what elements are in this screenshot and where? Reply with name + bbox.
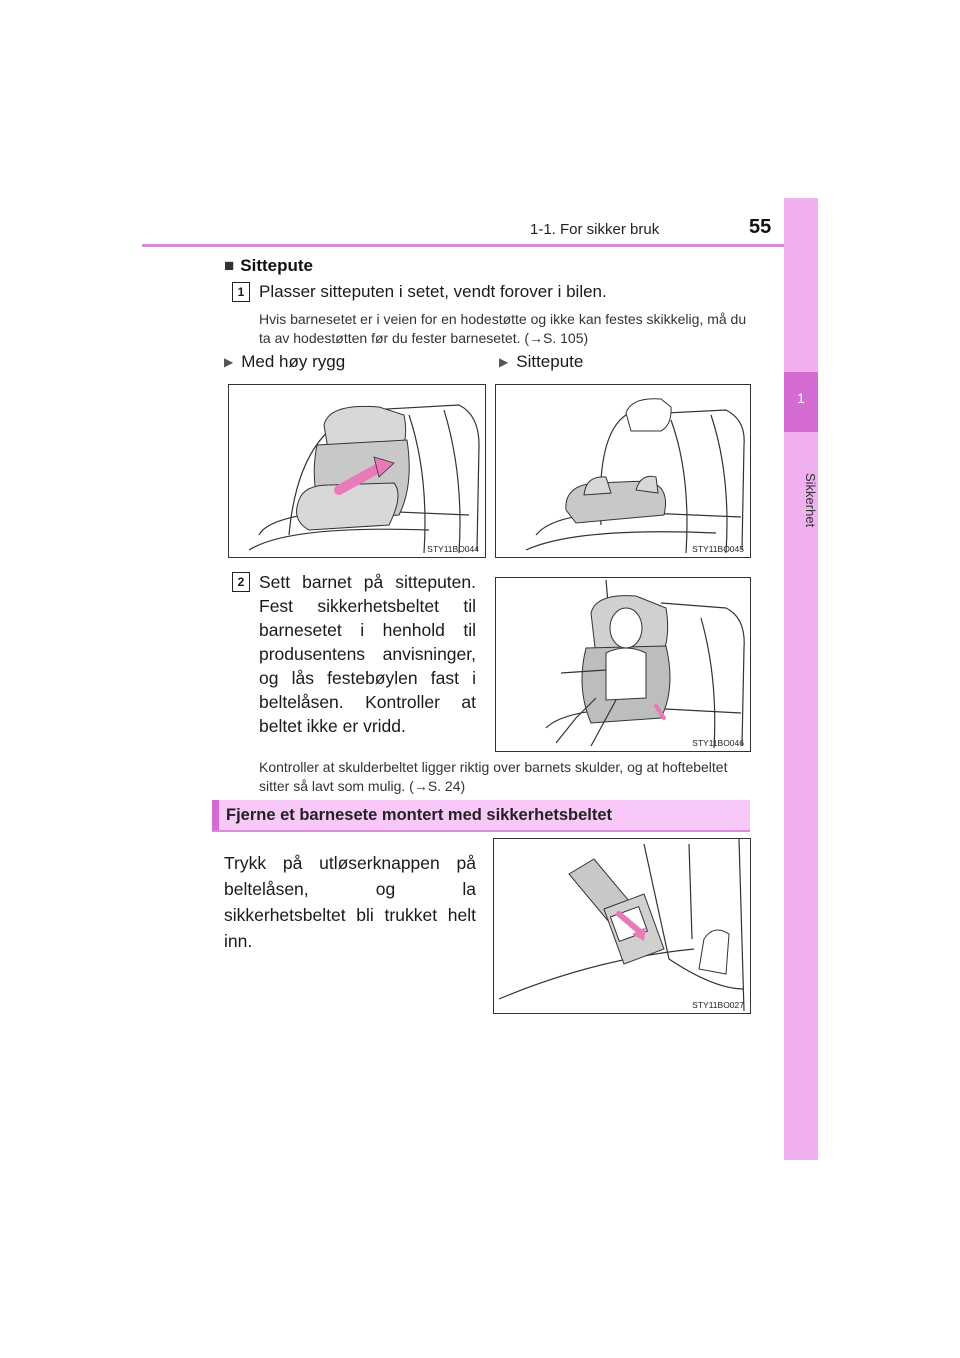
header-rule bbox=[142, 244, 818, 247]
chapter-label: Sikkerhet bbox=[803, 472, 818, 528]
caption-booster-text: Sittepute bbox=[516, 352, 584, 371]
child-seated-illustration bbox=[496, 578, 750, 751]
remove-section-heading: Fjerne et barnesete montert med sikkerhetsbeltet bbox=[226, 806, 613, 824]
figure-buckle-release bbox=[493, 838, 751, 1014]
triangle-bullet-icon: ▶ bbox=[224, 355, 234, 369]
step-1-badge: 1 bbox=[232, 282, 250, 302]
caption-high-back-text: Med høy rygg bbox=[241, 352, 346, 371]
section-heading-text: Sittepute bbox=[240, 256, 314, 275]
figure-code: STY11BO046 bbox=[692, 738, 744, 748]
figure-high-back-booster bbox=[228, 384, 486, 558]
high-back-booster-illustration bbox=[229, 385, 485, 557]
figure-booster-cushion bbox=[495, 384, 751, 558]
figure-child-seated bbox=[495, 577, 751, 752]
buckle-release-illustration bbox=[494, 839, 750, 1013]
chapter-side-tab bbox=[784, 198, 818, 1160]
caption-high-back bbox=[224, 352, 345, 372]
caption-booster bbox=[499, 352, 583, 372]
figure-code: STY11BO027 bbox=[692, 1000, 744, 1010]
triangle-bullet-icon: ▶ bbox=[499, 355, 509, 369]
section-heading bbox=[224, 256, 313, 276]
step-2-note: Kontroller at skulderbeltet ligger riktig over barnets skulder, og at hoftebeltet sitter så lavt som mulig. (→S. 24) bbox=[259, 759, 728, 794]
banner-underline bbox=[212, 830, 750, 832]
remove-instruction-text: Trykk på utløserknappen på beltelåsen, og la sikkerhetsbeltet bli trukket helt inn. bbox=[224, 853, 476, 951]
booster-cushion-illustration bbox=[496, 385, 750, 557]
square-bullet-icon: ■ bbox=[224, 256, 235, 275]
step-2-text: Sett barnet på sitteputen. Fest sikkerhetsbeltet til barnesetet i henhold til produsentens anvisninger, og lås festebøylen fast i beltelåsen. Kontroller at beltet ikke er vridd. bbox=[259, 572, 476, 736]
step-1-note: Hvis barnesetet er i veien for en hodestøtte og ikke kan festes skikkelig, må du ta av hodestøtten før du fester barnesetet. (→S. 105) bbox=[259, 311, 747, 346]
section-label: 1-1. For sikker bruk bbox=[530, 221, 660, 238]
chapter-number: 1 bbox=[797, 390, 805, 406]
step-2-badge: 2 bbox=[232, 572, 250, 592]
figure-code: STY11BO045 bbox=[692, 544, 744, 554]
figure-code: STY11BO044 bbox=[427, 544, 479, 554]
page-number: 55 bbox=[749, 216, 772, 238]
step-1-text: Plasser sitteputen i setet, vendt forover i bilen. bbox=[259, 282, 607, 301]
